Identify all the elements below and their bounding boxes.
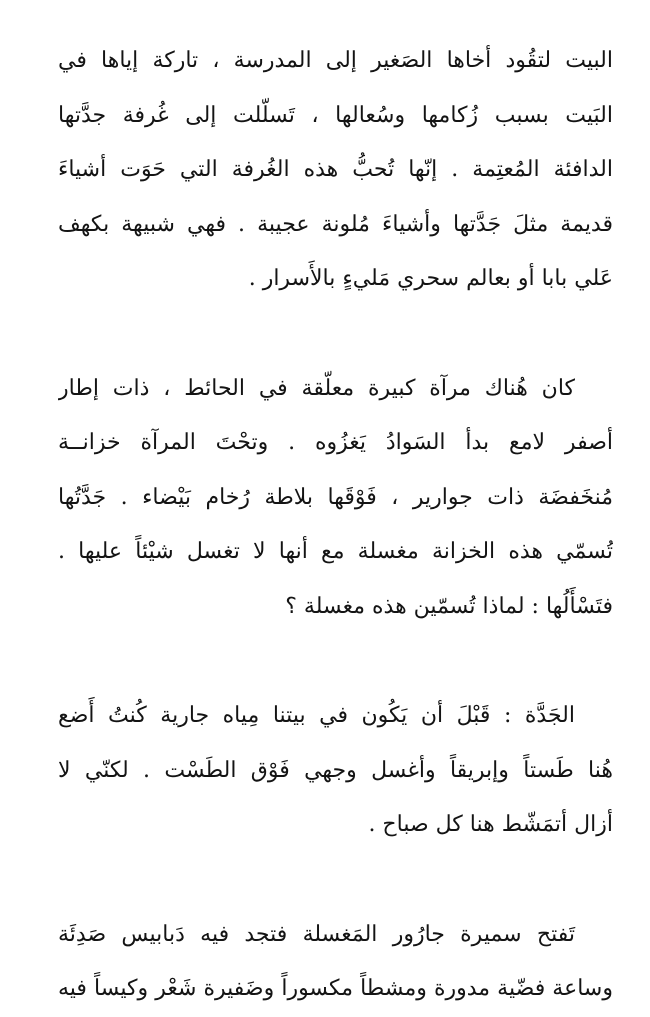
- text-line: الجَدَّة : قَبْلَ أن يَكُون في بيتنا مِياه جارية كُنتُ أَضع: [58, 703, 575, 728]
- paragraph-spacer: [58, 634, 613, 689]
- text-line: كان هُناك مرآة كبيرة معلّقة في الحائط ، ذات إطار: [58, 375, 575, 401]
- text-line: الدافئة المُعتِمة . إنّها تُحبُّ هذه الغُرفة التي حَوَت أشياءَ: [58, 157, 613, 182]
- text-line: البيت لتقُود أخاها الصَغير إلى المدرسة ، تاركة إياها في: [58, 48, 613, 73]
- text-line: فتَسْأَلُها : لماذا تُسمّين هذه مغسلة ؟: [285, 593, 613, 619]
- text-line: تُسمّي هذه الخزانة مغسلة مع أنها لا تغسل شيْئاً عليها .: [58, 539, 613, 564]
- text-line: وساعة فضّية مدورة ومشطاً مكسوراً وضَفيرة شَعْر وكيساً فيه: [58, 976, 613, 1001]
- text-line: أزال أتمَشّط هنا كل صباح .: [368, 812, 613, 837]
- paragraph-spacer: [58, 307, 613, 362]
- paragraph-4: [58, 908, 613, 1017]
- text-line: عَلي بابا أو بعالم سحري مَليءٍ بالأَسرار .: [248, 266, 613, 291]
- paragraph-2: [58, 362, 613, 635]
- paragraph-spacer: [58, 853, 613, 908]
- text-line: قديمة مثلَ جَدَّتها وأشياءَ مُلونة عجيبة . فهي شبيهة بكهف: [58, 211, 613, 237]
- book-page: [58, 34, 613, 1017]
- text-line: هُنا طَستاً وإبريقاً وأغسل وجهي فَوْق الطَسْت . لكنّي لا: [58, 757, 613, 783]
- text-line: تَفتح سميرة جارُور المَغسلة فتجد فيه دَبابيس صَدِئَة: [58, 921, 575, 947]
- text-line: البَيت بسبب زُكامها وسُعالها ، تَسلّلت إلى غُرفة جدَّتها: [58, 102, 613, 128]
- paragraph-3: [58, 689, 613, 853]
- text-line: مُنخَفضَة ذات جوارير ، فَوْقَها بلاطة رُخام بَيْضاء . جَدَّتُها: [58, 484, 613, 510]
- text-line: أصفر لامع بدأ السَوادُ يَغزُوه . وتحْتَ المرآة خزانــة: [58, 430, 613, 455]
- paragraph-1: [58, 34, 613, 307]
